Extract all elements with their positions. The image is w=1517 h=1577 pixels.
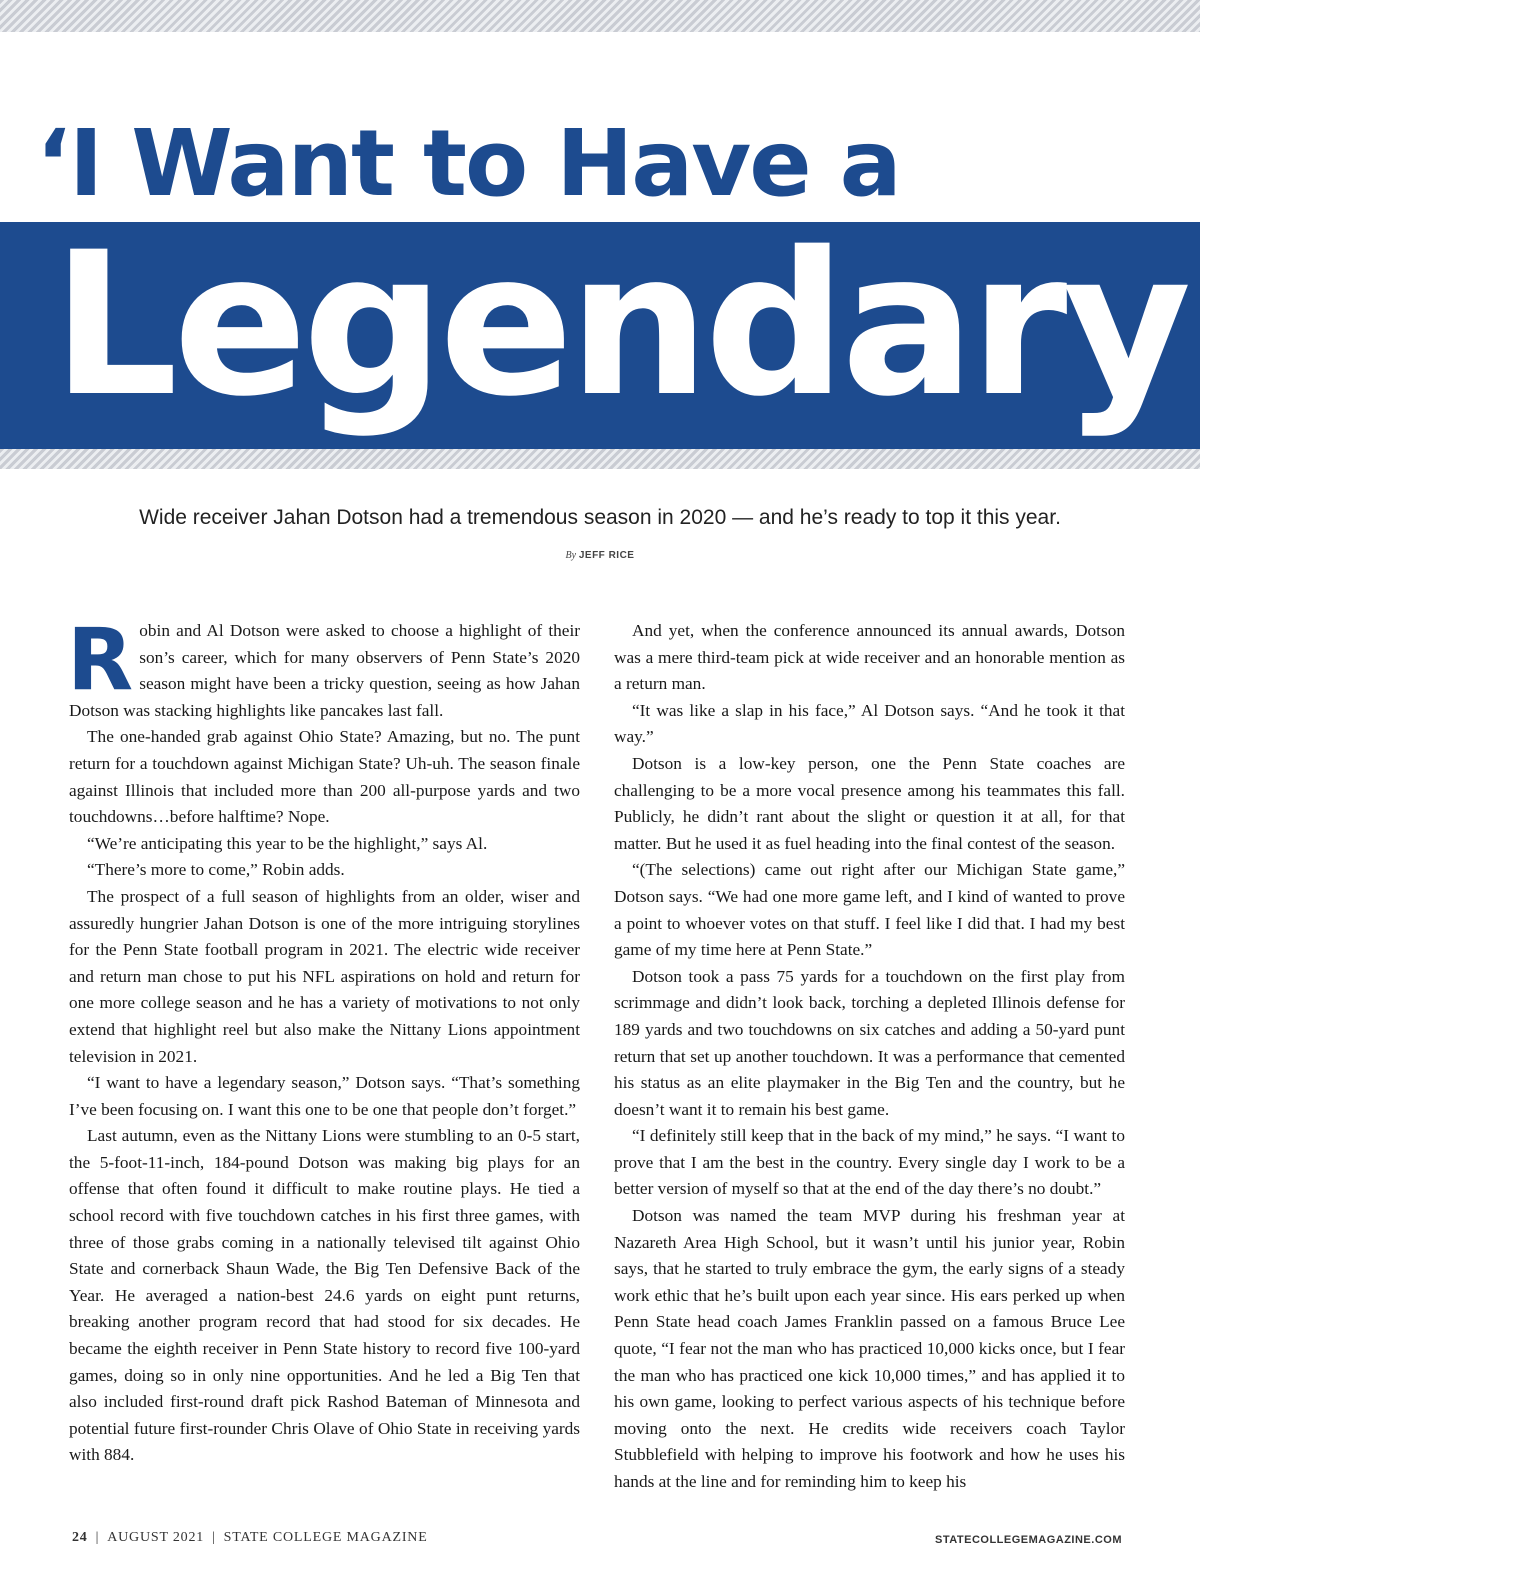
paragraph: Dotson is a low-key person, one the Penn State coaches are challenging to be a more vocal presence among his teammates this fall. Publicly, he didn’t rant about the slight or question it at all, for that matter. But he used it as fuel heading into the final contest of the season. bbox=[614, 753, 1125, 853]
page-number: 24 bbox=[72, 1530, 88, 1545]
footer-separator: | bbox=[212, 1530, 216, 1545]
top-stripe-band bbox=[0, 0, 1200, 32]
article-deck: Wide receiver Jahan Dotson had a tremendous season in 2020 — and he’s ready to top it this year. bbox=[139, 506, 1061, 529]
paragraph bbox=[67, 610, 580, 724]
paragraph: The prospect of a full season of highlights from an older, wiser and assuredly hungrier Jahan Dotson is one of the more intriguing storylines for the Penn State football program in 2021. The electric wide receiver and return man chose to put his NFL aspirations on hold and return for one more college season and he has a variety of motivations to not only extend that highlight reel but also make the Nittany Lions appointment television in 2021. bbox=[69, 886, 580, 1066]
paragraph: “It was like a slap in his face,” Al Dotson says. “And he took it that way.” bbox=[614, 700, 1125, 747]
paragraph-text: obin and Al Dotson were asked to choose a highlight of their son’s career, which for many observers of Penn State’s 2020 season might have been a tricky question, seeing as how Jahan Dotson was stacking highlights like pancakes last fall. bbox=[69, 621, 580, 720]
dropcap: R bbox=[67, 610, 134, 710]
paragraph: And yet, when the conference announced its annual awards, Dotson was a mere third-team pick at wide receiver and an honorable mention as a return man. bbox=[614, 621, 1125, 694]
article-column-left bbox=[67, 610, 580, 1469]
paragraph: “I want to have a legendary season,” Dotson says. “That’s something I’ve been focusing on. I want this one to be one that people don’t forget.” bbox=[69, 1073, 580, 1119]
paragraph: Dotson took a pass 75 yards for a touchdown on the first play from scrimmage and didn’t look back, torching a depleted Illinois defense for 189 yards and two touchdowns on six catches and adding a 50-yard punt return that set up another touchdown. It was a performance that cemented his status as an elite playmaker in the Big Ten and the country, but he doesn’t want it to remain his best game. bbox=[614, 966, 1125, 1119]
article-column-right bbox=[614, 618, 1125, 1496]
issue-date: AUGUST 2021 bbox=[107, 1530, 205, 1545]
page-footer-left bbox=[72, 1530, 428, 1546]
paragraph: Last autumn, even as the Nittany Lions were stumbling to an 0-5 start, the 5-foot-11-inch, 184-pound Dotson was making big plays for an offense that often found it difficult to make routine plays. He tied a school record with five touchdown catches in his first three games, with three of those grabs coming in a nationally televised tilt against Ohio State and cornerback Shaun Wade, the Big Ten Defensive Back of the Year. He averaged a nation-best 24.6 yards on eight punt returns, breaking another program record that had stood for six decades. He became the eighth receiver in Penn State history to record five 100-yard games, doing so in only nine opportunities. And he led a Big Ten that also included first-round draft pick Rashod Bateman of Minnesota and potential future first-rounder Chris Olave of Ohio State in receiving yards with 884. bbox=[69, 1126, 580, 1465]
byline bbox=[0, 550, 1200, 561]
banner-stripe-band bbox=[0, 449, 1200, 469]
paragraph: “There’s more to come,” Robin adds. bbox=[87, 860, 345, 880]
paragraph: Dotson was named the team MVP during his freshman year at Nazareth Area High School, but it wasn’t until his junior year, Robin says, that he started to truly embrace the gym, the early signs of a steady work ethic that he’s built upon each year since. His ears perked up when Penn State head coach James Franklin passed on a famous Bruce Lee quote, “I fear not the man who has practiced 10,000 kicks once, but I fear the man who has practiced one kick 10,000 times,” and has applied it to his own game, looking to perfect various aspects of his technique before moving onto the next. He credits wide receivers coach Taylor Stubblefield with helping to improve his footwork and how he uses his hands at the line and for reminding him to keep his bbox=[614, 1206, 1125, 1491]
headline-line-2: Legendary Se bbox=[52, 209, 1517, 440]
paragraph: “(The selections) came out right after our Michigan State game,” Dotson says. “We had one more game left, and I kind of wanted to prove a point to whoever votes on that stuff. I feel like I did that. I had my best game of my time here at Penn State.” bbox=[614, 860, 1125, 960]
byline-prefix: By bbox=[565, 550, 577, 561]
publication-name: STATE COLLEGE MAGAZINE bbox=[223, 1530, 428, 1545]
publication-website: STATECOLLEGEMAGAZINE.COM bbox=[935, 1534, 1122, 1546]
byline-author: JEFF RICE bbox=[578, 550, 635, 561]
footer-separator: | bbox=[95, 1530, 100, 1545]
paragraph: “We’re anticipating this year to be the highlight,” says Al. bbox=[87, 833, 488, 853]
paragraph: “I definitely still keep that in the back of my mind,” he says. “I want to prove that I am the best in the country. Every single day I work to be a better version of myself so that at the end of the day there’s no doubt.” bbox=[614, 1126, 1125, 1199]
headline-line-1: ‘I Want to Have a bbox=[36, 110, 900, 217]
headline-banner bbox=[0, 209, 1517, 449]
paragraph: The one-handed grab against Ohio State? Amazing, but no. The punt return for a touchdown against Michigan State? Uh-uh. The season finale against Illinois that included more than 200 all-purpose yards and two touchdowns…before halftime? Nope. bbox=[69, 727, 580, 827]
